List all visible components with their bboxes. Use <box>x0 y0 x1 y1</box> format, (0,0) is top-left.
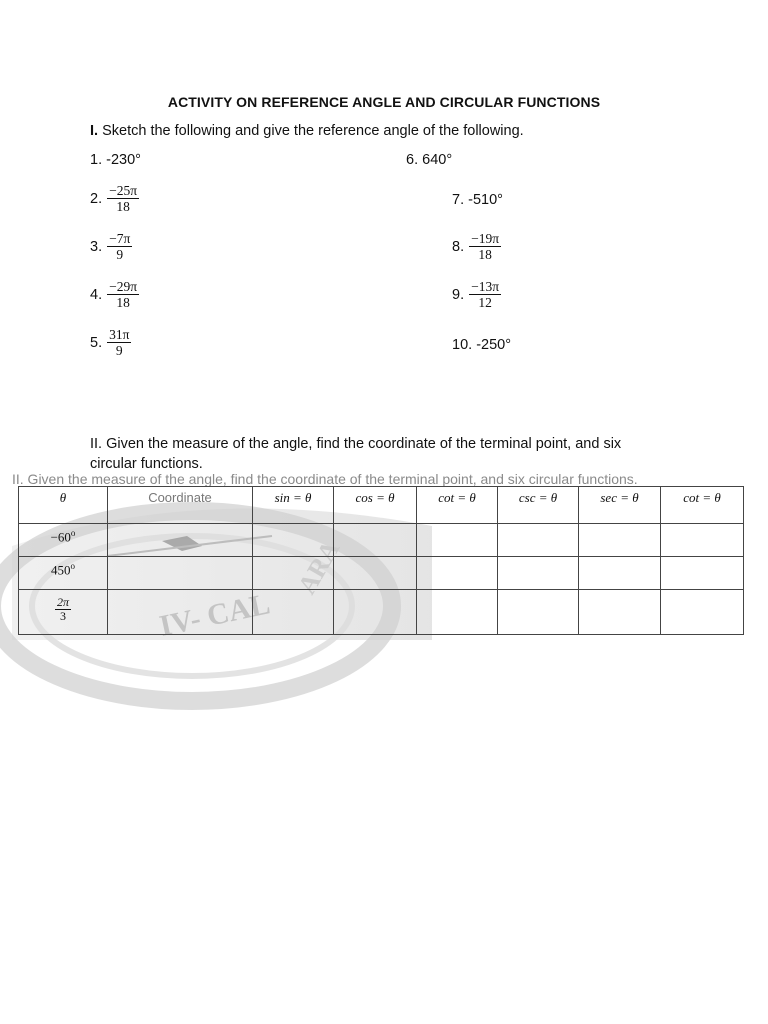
answer-cell[interactable] <box>108 590 253 635</box>
answer-cell[interactable] <box>498 524 579 557</box>
fraction-numerator: −25π <box>109 183 138 198</box>
header-csc: csc = θ <box>498 487 579 524</box>
item-9 <box>452 279 501 310</box>
answer-cell[interactable] <box>253 557 334 590</box>
answer-cell[interactable] <box>253 524 334 557</box>
item-label: 5. <box>90 334 103 351</box>
item-fraction <box>469 279 501 310</box>
degree-mark: o <box>70 528 76 538</box>
header-cos: cos = θ <box>334 487 417 524</box>
item-label: 4. <box>90 286 103 303</box>
svg-text:ARA: ARA <box>292 535 346 599</box>
item-4 <box>90 279 139 310</box>
item-3 <box>90 231 132 262</box>
answer-cell[interactable] <box>253 590 334 635</box>
header-cot-2: cot = θ <box>661 487 744 524</box>
item-fraction <box>469 231 501 262</box>
item-label: 1. <box>90 152 103 168</box>
answer-cell[interactable] <box>498 557 579 590</box>
answer-cell[interactable] <box>108 524 253 557</box>
fraction-denominator: 18 <box>116 295 130 310</box>
item-label: 9. <box>452 286 465 303</box>
answer-table-image <box>12 471 748 643</box>
header-sec: sec = θ <box>579 487 661 524</box>
item-label: 7. <box>452 192 465 208</box>
page-title: ACTIVITY ON REFERENCE ANGLE AND CIRCULAR FUNCTIONS <box>167 94 601 110</box>
item-label: 8. <box>452 238 465 255</box>
degree-mark: o <box>70 561 75 571</box>
item-value: -230° <box>106 152 141 168</box>
fraction-denominator: 12 <box>478 295 492 310</box>
header-sin: sin = θ <box>253 487 334 524</box>
item-fraction <box>107 231 132 262</box>
fraction-denominator: 18 <box>478 247 492 262</box>
angle-value: 450 <box>51 562 71 578</box>
fraction-numerator: −29π <box>109 279 138 294</box>
answer-cell[interactable] <box>661 557 744 590</box>
row-label-neg60 <box>19 524 108 557</box>
answer-cell[interactable] <box>417 557 498 590</box>
table-row <box>19 524 744 557</box>
part1-number: I. <box>90 123 99 139</box>
item-2 <box>90 183 139 214</box>
part1-instruction <box>90 123 524 139</box>
answer-cell[interactable] <box>417 590 498 635</box>
fraction-denominator: 9 <box>115 343 123 358</box>
header-theta: θ <box>19 487 108 524</box>
fraction-numerator: −13π <box>471 279 500 294</box>
svg-text:IV- CAL: IV- CAL <box>156 587 273 643</box>
item-label: 3. <box>90 238 103 255</box>
table-row <box>19 590 744 635</box>
item-value: 640° <box>422 152 453 168</box>
answer-cell[interactable] <box>334 557 417 590</box>
answer-cell[interactable] <box>108 557 253 590</box>
part1-instruction-text: Sketch the following and give the reference angle of the following. <box>102 123 524 139</box>
answer-cell[interactable] <box>661 524 744 557</box>
fraction-numerator: −7π <box>109 231 131 246</box>
part2-instruction: II. Given the measure of the angle, find the coordinate of the terminal point, and six circular functions. <box>90 436 622 472</box>
item-7 <box>452 192 503 208</box>
item-value: -510° <box>468 192 503 208</box>
fraction-numerator: −19π <box>471 231 500 246</box>
item-10 <box>452 337 511 353</box>
fraction-denominator: 18 <box>116 199 130 214</box>
clipped-instruction-line: II. Given the measure of the angle, find the coordinate of the terminal point, and six circular functions. <box>12 471 638 487</box>
item-5 <box>90 327 131 358</box>
fraction-denominator: 9 <box>116 247 124 262</box>
answer-cell[interactable] <box>417 524 498 557</box>
header-cot: cot = θ <box>417 487 498 524</box>
item-label: 6. <box>406 152 419 168</box>
item-value: -250° <box>476 337 512 353</box>
header-coordinate: Coordinate <box>108 487 253 524</box>
answer-cell[interactable] <box>661 590 744 635</box>
answer-cell[interactable] <box>579 524 661 557</box>
fraction-numerator: 31π <box>109 327 130 342</box>
answer-table <box>18 486 744 635</box>
item-fraction <box>107 327 131 358</box>
item-6 <box>406 152 452 168</box>
table-header-row <box>19 487 744 524</box>
fraction-denominator: 3 <box>59 609 66 623</box>
item-1 <box>90 152 141 168</box>
answer-cell[interactable] <box>579 557 661 590</box>
row-label-450 <box>19 557 108 590</box>
table-row <box>19 557 744 590</box>
answer-cell[interactable] <box>334 524 417 557</box>
row-label-2pi-3 <box>19 590 108 635</box>
fraction-numerator: 2π <box>56 595 69 609</box>
angle-value: −60 <box>50 529 71 545</box>
item-label: 2. <box>90 190 103 207</box>
item-8 <box>452 231 501 262</box>
item-label: 10. <box>452 337 473 353</box>
answer-cell[interactable] <box>579 590 661 635</box>
angle-fraction <box>55 596 71 623</box>
answer-cell[interactable] <box>498 590 579 635</box>
answer-cell[interactable] <box>334 590 417 635</box>
item-fraction <box>107 183 139 214</box>
item-fraction <box>107 279 139 310</box>
